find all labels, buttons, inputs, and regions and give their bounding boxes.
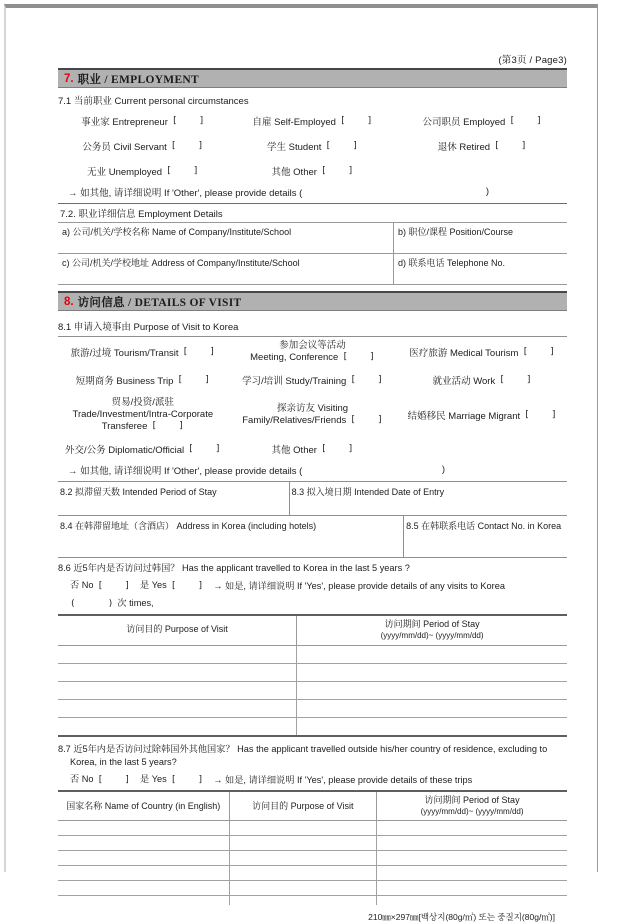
company-address-field[interactable]: c) 公司/机关/学校地址 Address of Company/Institute/School xyxy=(58,254,394,284)
q86-no-checkbox[interactable]: [ ] xyxy=(97,581,131,592)
entrepreneur-checkbox[interactable]: [ ] xyxy=(171,115,205,126)
option-other-visit: 其他 Other [ ] xyxy=(271,444,354,456)
section-8-title: 访问信息 / DETAILS OF VISIT xyxy=(77,296,242,309)
trade-checkbox[interactable]: [ ] xyxy=(151,421,184,432)
q71-label: 7.1 当前职业 Current personal circumstances xyxy=(58,96,249,107)
option-work: 就业活动 Work [ ] xyxy=(432,375,532,387)
contact-in-korea-field[interactable]: 8.5 在韩联系电话 Contact No. in Korea xyxy=(406,521,562,531)
col-purpose: 访问目的 Purpose of Visit xyxy=(58,616,297,645)
table-header xyxy=(58,792,567,821)
option-meeting: 参加会议等活动 Meeting, Conference [ ] xyxy=(250,340,375,363)
other-visit-checkbox[interactable]: [ ] xyxy=(320,444,354,454)
period-of-stay-field[interactable]: 8.2 拟滞留天数 Intended Period of Stay xyxy=(58,482,290,515)
option-study: 学习/培训 Study/Training [ ] xyxy=(242,375,383,387)
col-purpose: 访问目的 Purpose of Visit xyxy=(230,792,378,820)
option-marriage: 结婚移民 Marriage Migrant [ ] xyxy=(407,410,557,422)
option-civil-servant: 公务员 Civil Servant [ ] xyxy=(82,140,204,153)
employed-checkbox[interactable]: [ ] xyxy=(509,115,542,126)
table-row[interactable] xyxy=(58,881,567,896)
table-row[interactable] xyxy=(58,718,567,735)
table-row[interactable] xyxy=(58,836,567,851)
table-row[interactable] xyxy=(58,664,567,682)
q81-label: 8.1 申请入境事由 Purpose of Visit to Korea xyxy=(58,315,567,337)
company-name-field[interactable]: a) 公司/机关/学校名称 Name of Company/Institute/School xyxy=(58,223,394,253)
table-row-cut xyxy=(58,896,567,905)
option-employed: 公司职员 Employed [ ] xyxy=(422,115,542,128)
student-checkbox[interactable]: [ ] xyxy=(325,140,358,151)
option-visiting-family: 探亲访友 Visiting Family/Relatives/Friends [ ] xyxy=(242,403,383,426)
medical-checkbox[interactable]: [ ] xyxy=(522,347,555,357)
q72-label: 7.2. 职业详细信息 Employment Details xyxy=(58,204,567,223)
q72-table xyxy=(58,203,567,285)
option-retired: 退休 Retired [ ] xyxy=(437,140,527,153)
table-row xyxy=(58,254,567,285)
col-period: 访问期间 Period of Stay (yyyy/mm/dd)~ (yyyy/mm/dd) xyxy=(380,619,484,640)
q87-question: 8.7 近5年内是否访问过除韩国外其他国家？ Has the applicant travelled outside his/her country of residence, excluding to Korea, in the last 5 years? xyxy=(58,743,548,768)
option-tourism: 旅游/过境 Tourism/Transit [ ] xyxy=(70,347,216,359)
option-trade: 贸易/投资/派驻 Trade/Investment/Intra-Corporate Transferee [ ] xyxy=(72,397,214,432)
q87-yes-checkbox[interactable]: [ ] xyxy=(170,775,204,786)
section-7-title: 职业 / EMPLOYMENT xyxy=(77,73,200,86)
marriage-checkbox[interactable]: [ ] xyxy=(524,410,557,420)
col-period: 访问期间 Period of Stay (yyyy/mm/dd)~ (yyyy/mm/dd) xyxy=(420,795,524,817)
q87-yesno: 否 No [ ] 是 Yes [ ] → 如是, 请详细说明 If 'Yes', please provide details of these trips xyxy=(70,774,473,786)
q86-times: ( ) 次 times, xyxy=(70,597,567,610)
q81-other-details: → 如其他, 请详细说明 If 'Other', please provide details ( ) xyxy=(68,464,445,477)
q86-visits-table xyxy=(58,614,567,737)
visiting-family-checkbox[interactable]: [ ] xyxy=(350,415,383,426)
table-row[interactable] xyxy=(58,700,567,718)
table-row xyxy=(58,223,567,254)
q87-trips-table xyxy=(58,790,567,905)
table-row[interactable] xyxy=(58,866,567,881)
q84-q85-row xyxy=(58,515,567,558)
study-checkbox[interactable]: [ ] xyxy=(350,375,383,385)
paper-spec-footer: 210㎜×297㎜[백상지(80g/㎡) 또는 중질지(80g/㎡)] xyxy=(368,912,555,923)
table-row[interactable] xyxy=(58,821,567,836)
q82-q83-row xyxy=(58,481,567,515)
option-entrepreneur: 事业家 Entrepreneur [ ] xyxy=(81,115,205,128)
section-7-header xyxy=(58,68,567,88)
col-country: 国家名称 Name of Country (in English) xyxy=(58,792,230,820)
civil-servant-checkbox[interactable]: [ ] xyxy=(170,140,204,151)
tourism-checkbox[interactable]: [ ] xyxy=(182,347,216,357)
option-medical: 医疗旅游 Medical Tourism [ ] xyxy=(409,347,555,359)
q86-yes-checkbox[interactable]: [ ] xyxy=(170,581,204,592)
option-self-employed: 自雇 Self-Employed [ ] xyxy=(252,115,373,128)
section-8-number: 8. xyxy=(64,295,74,308)
q71-other-details: → 如其他, 请详细说明 If 'Other', please provide details ( ) xyxy=(68,186,489,199)
q71-options xyxy=(58,108,567,183)
form-page xyxy=(4,4,598,923)
table-row[interactable] xyxy=(58,851,567,866)
date-of-entry-field[interactable]: 8.3 拟入境日期 Intended Date of Entry xyxy=(291,487,445,497)
option-student: 学生 Student [ ] xyxy=(267,140,358,153)
work-checkbox[interactable]: [ ] xyxy=(499,375,532,385)
q81-options xyxy=(58,337,567,461)
q86-question: 8.6 近5年内是否访问过韩国？ Has the applicant travelled to Korea in the last 5 years ? xyxy=(58,563,410,573)
diplomatic-checkbox[interactable]: [ ] xyxy=(188,444,221,454)
unemployed-checkbox[interactable]: [ ] xyxy=(166,165,199,176)
telephone-field[interactable]: d) 联系电话 Telephone No. xyxy=(397,258,505,268)
other-employment-checkbox[interactable]: [ ] xyxy=(320,165,354,176)
meeting-checkbox[interactable]: [ ] xyxy=(342,352,375,363)
times-field[interactable]: ( ) xyxy=(70,598,114,609)
retired-checkbox[interactable]: [ ] xyxy=(494,140,527,151)
option-other-employment: 其他 Other [ ] xyxy=(271,165,354,178)
table-row[interactable] xyxy=(58,646,567,664)
self-employed-checkbox[interactable]: [ ] xyxy=(339,115,373,126)
q86-yesno: 否 No [ ] 是 Yes [ ] → 如是, 请详细说明 If 'Yes', please provide details of any visits to Korea xyxy=(70,580,505,592)
option-business: 短期商务 Business Trip [ ] xyxy=(75,375,210,387)
address-in-korea-field[interactable]: 8.4 在韩滞留地址（含酒店） Address in Korea (including hotels) xyxy=(58,516,404,557)
section-8-header xyxy=(58,291,567,311)
table-header xyxy=(58,616,567,646)
table-row[interactable] xyxy=(58,682,567,700)
business-checkbox[interactable]: [ ] xyxy=(177,375,210,385)
page-number: (第3页 / Page3) xyxy=(498,55,567,66)
option-unemployed: 无业 Unemployed [ ] xyxy=(87,165,199,178)
q87-no-checkbox[interactable]: [ ] xyxy=(97,775,131,786)
section-7-number: 7. xyxy=(64,72,74,85)
option-diplomatic: 外交/公务 Diplomatic/Official [ ] xyxy=(65,444,221,456)
position-course-field[interactable]: b) 职位/课程 Position/Course xyxy=(397,227,513,237)
form-content xyxy=(6,8,597,923)
